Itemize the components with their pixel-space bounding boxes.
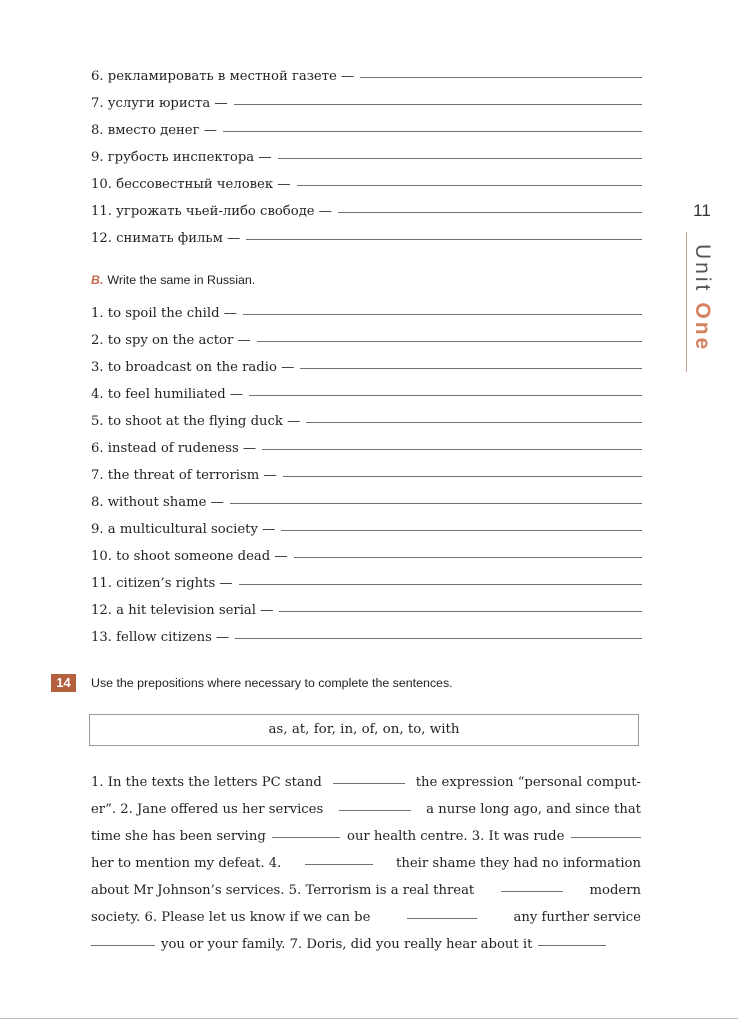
item-text: 7. услуги юриста — (91, 96, 228, 111)
text-segment: er”. 2. Jane offered us her services (91, 802, 324, 817)
fill-blank[interactable] (571, 836, 641, 838)
english-item (91, 441, 642, 457)
exercise-line (91, 854, 641, 881)
text-segment: any further service (513, 910, 641, 925)
answer-line[interactable] (297, 184, 643, 186)
text-segment: 1. In the texts the letters PC stand (91, 775, 322, 790)
english-item (91, 495, 642, 511)
exercise-line (91, 935, 641, 962)
item-text: 10. to shoot someone dead — (91, 549, 288, 564)
fill-blank[interactable] (407, 917, 477, 919)
item-text: 6. рекламировать в местной газете — (91, 69, 355, 84)
text-segment: modern (589, 883, 641, 898)
item-text: 12. a hit television serial — (91, 603, 274, 618)
fill-blank[interactable] (538, 944, 606, 946)
answer-line[interactable] (249, 394, 642, 396)
exercise-line (91, 827, 641, 854)
text-segment: their shame they had no information (396, 856, 641, 871)
answer-line[interactable] (246, 238, 642, 240)
russian-item (91, 96, 642, 112)
fill-blank[interactable] (501, 890, 563, 892)
answer-line[interactable] (235, 637, 642, 639)
answer-line[interactable] (223, 130, 642, 132)
russian-item (91, 231, 642, 247)
text-segment: society. 6. Please let us know if we can be (91, 910, 371, 925)
text-segment: the expression “personal comput- (415, 775, 641, 790)
fill-blank[interactable] (272, 836, 340, 838)
side-divider (686, 232, 687, 372)
answer-line[interactable] (243, 313, 642, 315)
answer-line[interactable] (294, 556, 642, 558)
russian-item (91, 204, 642, 220)
answer-line[interactable] (360, 76, 642, 78)
item-text: 11. угрожать чьей-либо свободе — (91, 204, 332, 219)
answer-line[interactable] (230, 502, 642, 504)
answer-line[interactable] (279, 610, 642, 612)
answer-line[interactable] (283, 475, 642, 477)
text-segment: a nurse long ago, and since that (426, 802, 641, 817)
exercise-line (91, 773, 641, 800)
fill-blank[interactable] (91, 944, 155, 946)
english-item (91, 576, 642, 592)
text-segment: our health centre. 3. It was rude (347, 829, 565, 844)
answer-line[interactable] (278, 157, 642, 159)
item-text: 7. the threat of terrorism — (91, 468, 277, 483)
answer-line[interactable] (306, 421, 642, 423)
item-text: 13. fellow citizens — (91, 630, 230, 645)
english-item (91, 468, 642, 484)
english-item (91, 549, 642, 565)
unit-label (690, 244, 714, 352)
section-instruction: Write the same in Russian. (107, 273, 256, 287)
page-bottom-edge (0, 1018, 738, 1019)
item-text: 9. a multicultural society — (91, 522, 276, 537)
exercise-line (91, 881, 641, 908)
answer-line[interactable] (281, 529, 642, 531)
english-item (91, 603, 642, 619)
item-text: 1. to spoil the child — (91, 306, 237, 321)
unit-number-word: One (691, 302, 714, 353)
page-number: 11 (693, 201, 711, 220)
exercise-line (91, 908, 641, 935)
answer-line[interactable] (234, 103, 642, 105)
prepositions-box: as, at, for, in, of, on, to, with (89, 714, 639, 746)
answer-line[interactable] (300, 367, 642, 369)
fill-blank[interactable] (305, 863, 373, 865)
answer-line[interactable] (257, 340, 642, 342)
fill-blank[interactable] (339, 809, 411, 811)
text-segment: you or your family. 7. Doris, did you really hear about it (161, 937, 533, 952)
english-item (91, 630, 642, 646)
russian-item (91, 123, 642, 139)
english-item (91, 522, 642, 538)
russian-item (91, 150, 642, 166)
unit-word: Unit (691, 244, 714, 294)
section-b-heading (91, 273, 255, 287)
item-text: 2. to spy on the actor — (91, 333, 251, 348)
russian-item (91, 69, 642, 85)
item-text: 3. to broadcast on the radio — (91, 360, 295, 375)
item-text: 5. to shoot at the flying duck — (91, 414, 301, 429)
item-text: 10. бессовестный человек — (91, 177, 291, 192)
answer-line[interactable] (262, 448, 642, 450)
english-item (91, 360, 642, 376)
section-letter: B. (91, 273, 104, 287)
english-item (91, 333, 642, 349)
item-text: 8. вместо денег — (91, 123, 217, 138)
exercise-number-badge: 14 (51, 674, 76, 692)
item-text: 11. citizen’s rights — (91, 576, 233, 591)
english-item (91, 387, 642, 403)
english-item (91, 306, 642, 322)
text-segment: about Mr Johnson’s services. 5. Terrorism is a real threat (91, 883, 475, 898)
exercise-line (91, 800, 641, 827)
item-text: 12. снимать фильм — (91, 231, 241, 246)
answer-line[interactable] (239, 583, 642, 585)
answer-line[interactable] (338, 211, 642, 213)
fill-blank[interactable] (333, 782, 405, 784)
item-text: 9. грубость инспектора — (91, 150, 272, 165)
english-item (91, 414, 642, 430)
exercise-instruction: Use the prepositions where necessary to complete the sentences. (91, 676, 453, 690)
item-text: 6. instead of rudeness — (91, 441, 257, 456)
text-segment: her to mention my defeat. 4. (91, 856, 282, 871)
text-segment: time she has been serving (91, 829, 266, 844)
item-text: 4. to feel humiliated — (91, 387, 244, 402)
item-text: 8. without shame — (91, 495, 224, 510)
russian-item (91, 177, 642, 193)
